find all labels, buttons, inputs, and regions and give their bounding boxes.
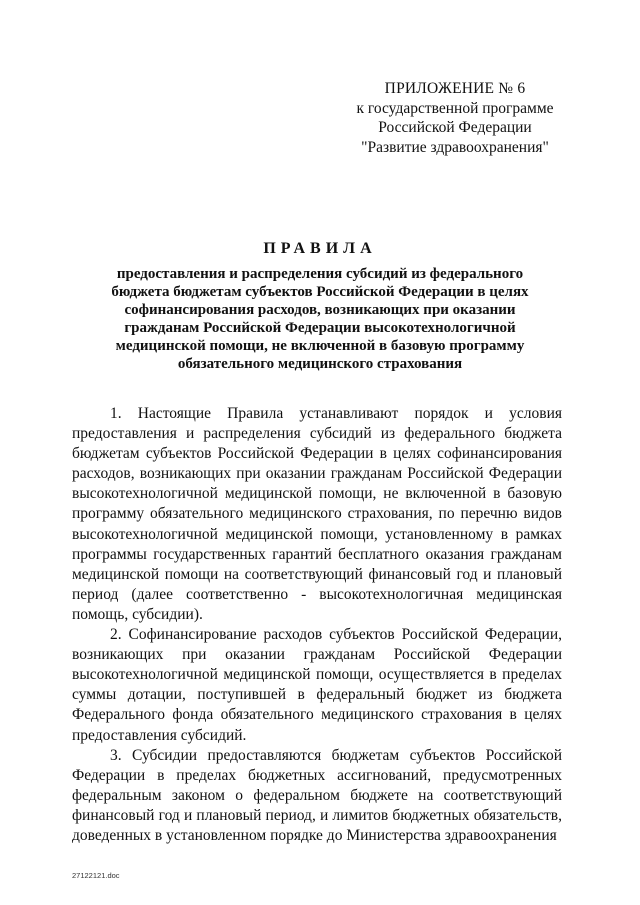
footer-filename: 27122121.doc <box>72 871 120 880</box>
subtitle-line: предоставления и распределения субсидий из федерального <box>116 266 524 282</box>
appendix-number: ПРИЛОЖЕНИЕ № 6 <box>384 80 526 97</box>
document-body <box>72 404 562 846</box>
subtitle-line: обязательного медицинского страхования <box>177 356 463 372</box>
paragraph-3: 3. Субсидии предоставляются бюджетам субъектов Российской Федерации в пределах бюджетных ассигнований, предусмотренных федеральным законом о федеральном бюджете на соответствующий финансовый год и плановый период, и лимитов бюджетных обязательств, доведенных в установленном порядке до Министерства здравоохранения <box>72 746 562 844</box>
appendix-country-line: Российской Федерации <box>378 119 532 136</box>
paragraph-1: 1. Настоящие Правила устанавливают порядок и условия предоставления и распределения субсидий из федерального бюджета бюджетам субъектов Российской Федерации в целях софинансирования расходов, возникающих при оказании гражданам Российской Федерации высокотехнологичной медицинской помощи, не включенной в базовую программу обязательного медицинского страхования, по перечню видов высокотехнологичной медицинской помощи, установленному в рамках программы государственных гарантий бесплатного оказания гражданам медицинской помощи на соответствующий финансовый год и плановый период (далее соответственно - высокотехнологичная медицинская помощь, субсидии). <box>72 405 562 623</box>
subtitle-line: софинансирования расходов, возникающих при оказании <box>124 302 516 318</box>
subtitle-line: медицинской помощи, не включенной в базовую программу <box>115 338 525 354</box>
appendix-header <box>330 79 580 157</box>
appendix-program-name: "Развитие здравоохранения" <box>361 138 549 156</box>
document-subtitle <box>70 265 570 373</box>
paragraph-2: 2. Софинансирование расходов субъектов Российской Федерации, возникающих при оказании гражданам Российской Федерации высокотехнологичной медицинской помощи, осуществляется в пределах суммы дотации, поступившей в федеральный бюджет из бюджета Федерального фонда обязательного медицинского страхования в целях предоставления субсидий. <box>72 626 562 744</box>
document-title: ПРАВИЛА <box>263 240 377 257</box>
subtitle-line: бюджета бюджетам субъектов Российской Федерации в целях <box>111 284 529 300</box>
subtitle-line: гражданам Российской Федерации высокотехнологичной <box>124 320 516 336</box>
appendix-program-line: к государственной программе <box>356 99 554 117</box>
